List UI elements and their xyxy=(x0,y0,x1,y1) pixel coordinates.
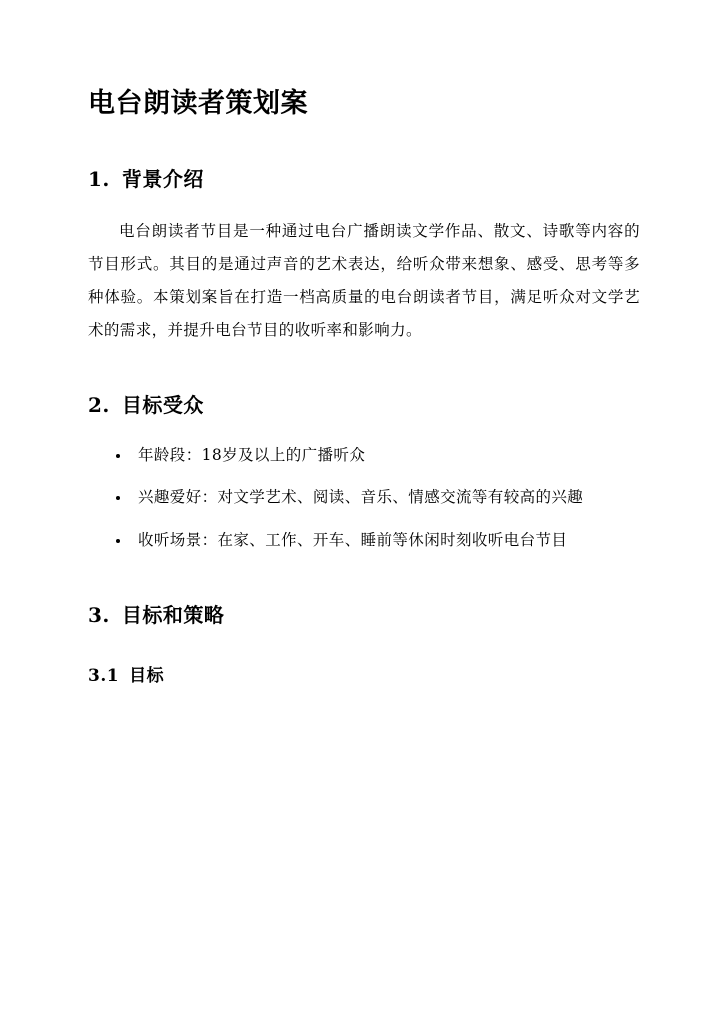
section-paragraph-background: 电台朗读者节目是一种通过电台广播朗读文学作品、散文、诗歌等内容的节目形式。其目的是通过声音的艺术表达，给听众带来想象、感受、思考等多种体验。本策划案旨在打造一档高质量的电台朗读者节目，满足听众对文学艺术的需求，并提升电台节目的收听率和影响力。 xyxy=(88,222,640,339)
section-number: 2. xyxy=(88,392,110,417)
list-item: 年龄段：18岁及以上的广播听众 xyxy=(110,439,640,472)
page-title: 电台朗读者策划案 xyxy=(88,88,308,119)
subsection-number: 3.1 xyxy=(88,666,120,687)
section-title: 目标受众 xyxy=(121,392,204,417)
list-item: 收听场景：在家、工作、开车、睡前等休闲时刻收听电台节目 xyxy=(110,524,640,557)
list-item: 兴趣爱好：对文学艺术、阅读、音乐、情感交流等有较高的兴趣 xyxy=(110,481,640,514)
audience-bullet-list xyxy=(88,439,640,558)
section-title: 背景介绍 xyxy=(121,167,204,192)
section-heading-audience xyxy=(88,391,640,419)
subsection-heading-goals xyxy=(88,665,640,689)
section-heading-background xyxy=(88,165,640,193)
section-heading-goals-strategy xyxy=(88,601,640,629)
section-title: 目标和策略 xyxy=(121,603,225,628)
section-number: 1. xyxy=(88,167,110,192)
section-number: 3. xyxy=(88,603,110,628)
subsection-title: 目标 xyxy=(129,666,165,687)
